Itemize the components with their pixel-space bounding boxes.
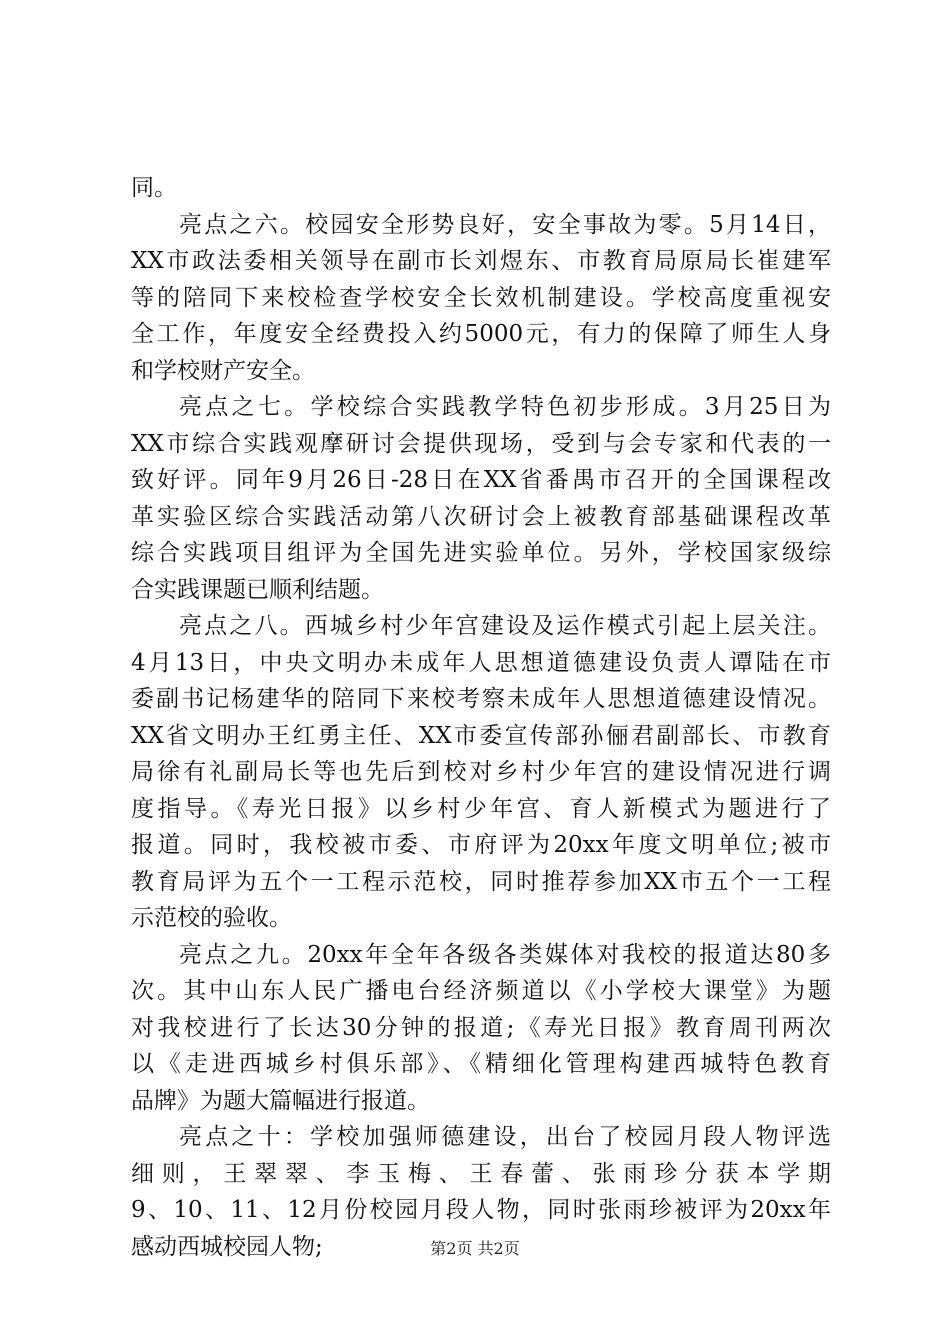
- text-line: 综合实践项目组评为全国先进实验单位。另外，学校国家级综: [131, 540, 831, 566]
- text-line: 致好评。同年9月26日-28日在XX省番禺市召开的全国课程改: [131, 467, 831, 493]
- text-line: 教育局评为五个一工程示范校，同时推荐参加XX市五个一工程: [131, 868, 831, 895]
- text-line: 4月13日，中央文明办未成年人思想道德建设负责人谭陆在市: [131, 649, 831, 676]
- text-line: 亮点之九。20xx年全年各级各类媒体对我校的报道达80多: [179, 941, 831, 968]
- text-line: 亮点之七。学校综合实践教学特色初步形成。3月25日为: [179, 394, 831, 420]
- text-line: 革实验区综合实践活动第八次研讨会上被教育部基础课程改革: [131, 503, 831, 530]
- text-line: 亮点之十：学校加强师德建设，出台了校园月段人物评选: [179, 1124, 831, 1150]
- text-line: 以《走进西城乡村俱乐部》、《精细化管理构建西城特色教育: [131, 1051, 831, 1077]
- text-line: 品牌》为题大篇幅进行报道。: [131, 1087, 430, 1114]
- text-line: XX市综合实践观摩研讨会提供现场，受到与会专家和代表的一: [131, 430, 831, 457]
- text-line: 亮点之八。西城乡村少年宫建设及运作模式引起上层关注。: [179, 613, 831, 639]
- text-line: XX市政法委相关领导在副市长刘煜东、市教育局原局长崔建军: [131, 248, 831, 274]
- text-line: 9、10、11、12月份校园月段人物，同时张雨珍被评为20xx年: [131, 1197, 831, 1223]
- text-line: 度指导。《寿光日报》以乡村少年宫、育人新模式为题进行了: [131, 795, 831, 822]
- text-line: 细则，王翠翠、李玉梅、王春蕾、张雨珍分获本学期: [131, 1160, 831, 1187]
- text-line: 次。其中山东人民广播电台经济频道以《小学校大课堂》为题: [131, 978, 831, 1004]
- text-line: 感动西城校园人物;: [131, 1233, 323, 1260]
- text-line: 局徐有礼副局长等也先后到校对乡村少年宫的建设情况进行调: [131, 759, 831, 785]
- text-line: 合实践课题已顺利结题。: [131, 576, 384, 603]
- text-line: 委副书记杨建华的陪同下来校考察未成年人思想道德建设情况。: [131, 686, 831, 712]
- document-body: [131, 170, 831, 1265]
- text-line: XX省文明办王红勇主任、XX市委宣传部孙俪君副部长、市教育: [131, 722, 831, 749]
- text-line: 等的陪同下来校检查学校安全长效机制建设。学校高度重视安: [131, 284, 831, 311]
- page-number-footer: 第2页 共2页: [430, 1239, 520, 1258]
- text-line: 全工作，年度安全经费投入约5000元，有力的保障了师生人身: [131, 321, 831, 347]
- text-line: 亮点之六。校园安全形势良好，安全事故为零。5月14日，: [179, 211, 831, 238]
- text-line: 对我校进行了长达30分钟的报道;《寿光日报》教育周刊两次: [131, 1014, 831, 1041]
- text-line: 报道。同时，我校被市委、市府评为20xx年度文明单位;被市: [131, 832, 831, 858]
- text-line: 示范校的验收。: [131, 905, 292, 931]
- text-line: 同。: [131, 175, 177, 201]
- text-line: 和学校财产安全。: [131, 357, 315, 384]
